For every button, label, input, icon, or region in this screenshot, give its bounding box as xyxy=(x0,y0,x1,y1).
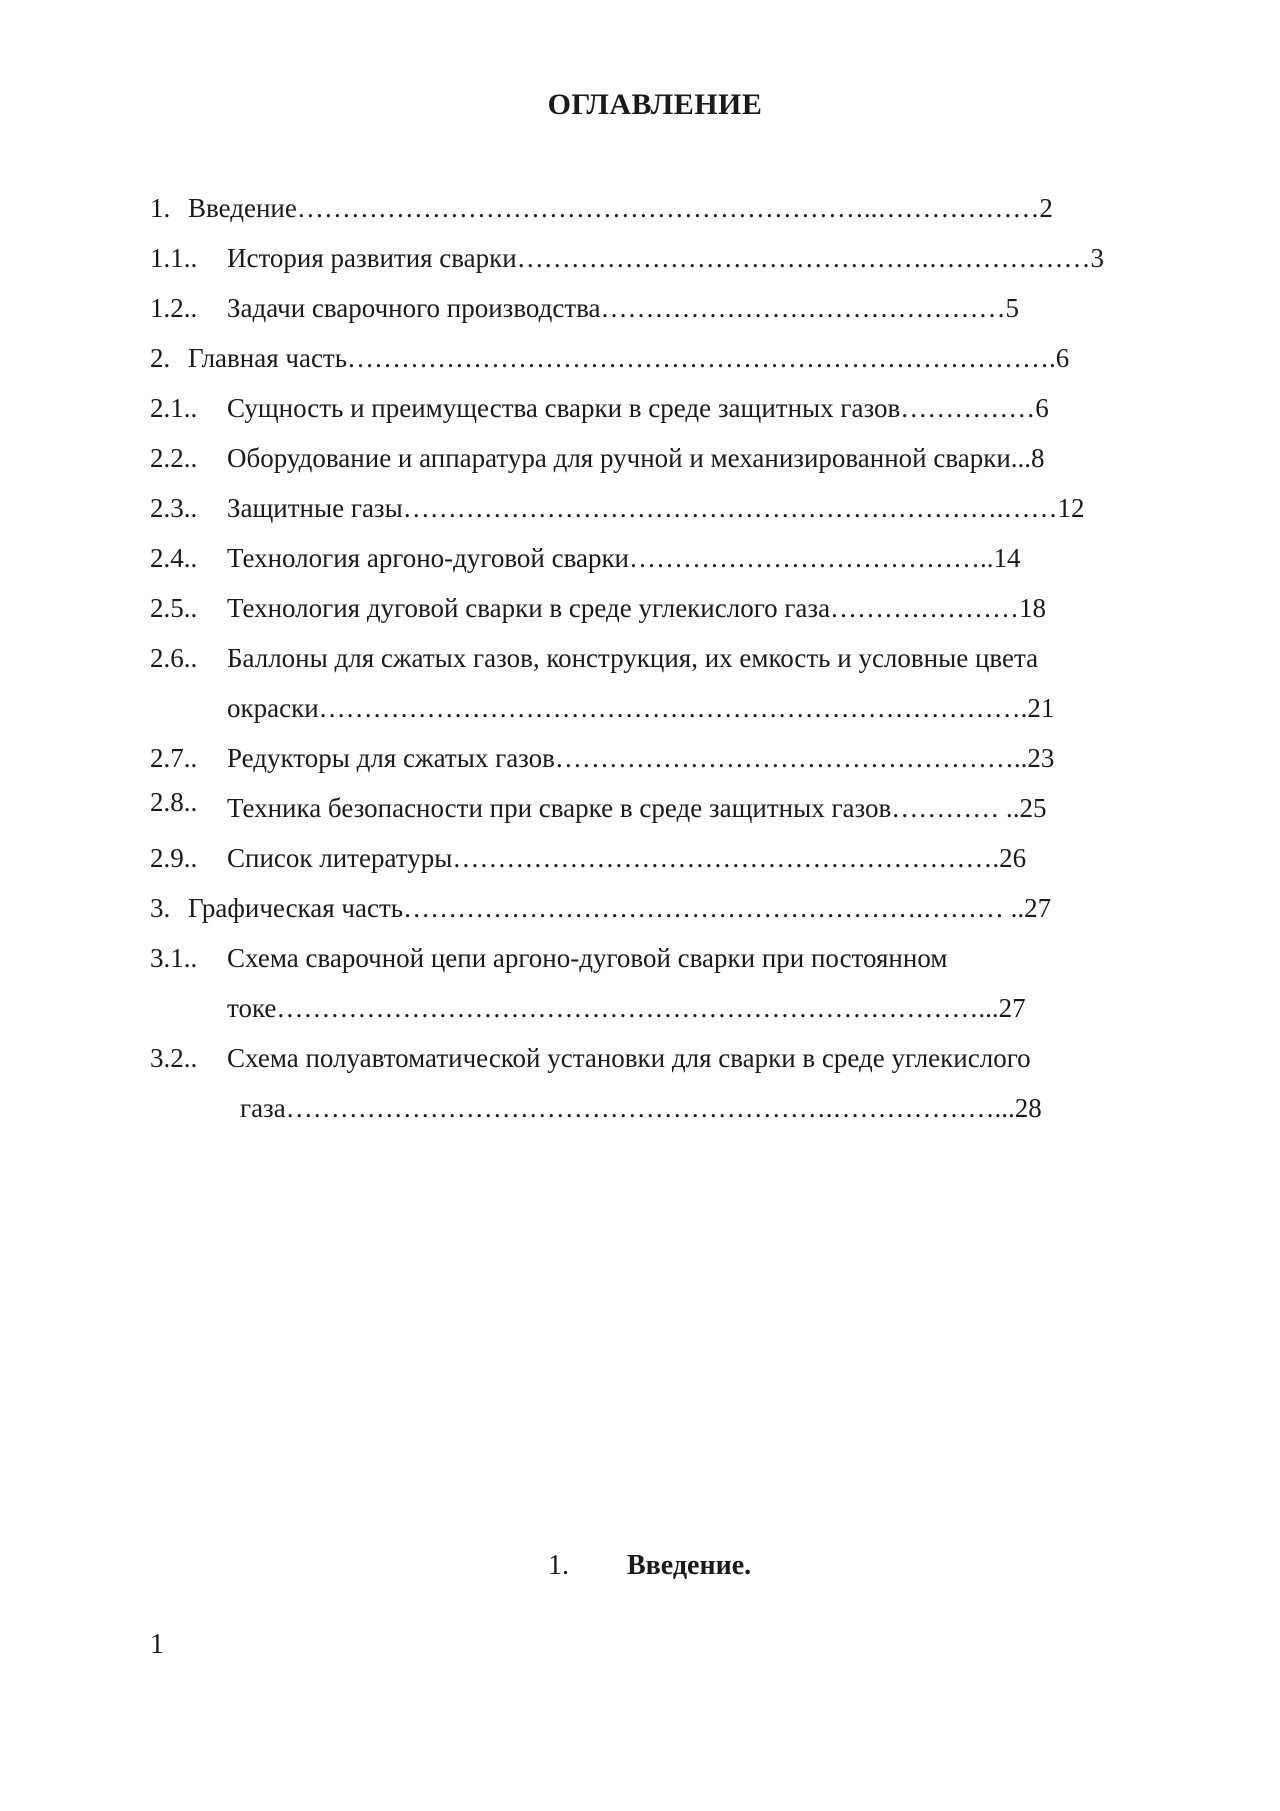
toc-entry-number: 2.4.. xyxy=(150,543,198,573)
toc-title: ОГЛАВЛЕНИЕ xyxy=(547,88,763,121)
toc-entry-number: 1.1.. xyxy=(150,243,198,273)
toc-entry-number: 3.1.. xyxy=(150,943,198,973)
toc-entry-number: 2. xyxy=(150,343,171,373)
toc-entry-text: Защитные газы………………………………………………………….……12 xyxy=(227,493,1085,523)
toc-entry-text: Схема сварочной цепи аргоно-дуговой сварки при постоянном xyxy=(227,943,948,973)
toc-entry-number: 1. xyxy=(150,193,171,223)
toc-entry-number: 2.7.. xyxy=(150,743,198,773)
toc-entry-text: Главная часть…………………………………………………………………….6 xyxy=(188,343,1070,373)
toc-entry-text: Баллоны для сжатых газов, конструкция, их емкость и условные цвета xyxy=(227,643,1039,673)
toc-entry-text: Оборудование и аппаратура для ручной и механизированной сварки...8 xyxy=(227,443,1045,473)
toc-entry-number: 2.8.. xyxy=(150,787,198,817)
toc-entry-continuation[interactable]: газа…………………………………………………….………………...28 xyxy=(240,1093,1042,1123)
toc-entry-text: Сущность и преимущества сварки в среде защитных газов……………6 xyxy=(227,393,1049,423)
toc-entry-continuation[interactable]: окраски…………………………………………………………………….21 xyxy=(227,693,1055,723)
toc-entry-text: Техника безопасности при сварке в среде защитных газов………… ..25 xyxy=(227,793,1047,823)
toc-entry-number: 2.2.. xyxy=(150,443,198,473)
toc-entry-text: Технология дуговой сварки в среде углекислого газа…………………18 xyxy=(227,593,1047,623)
toc-entry-number: 3.2.. xyxy=(150,1043,198,1073)
toc-entry-number: 2.3.. xyxy=(150,493,198,523)
toc-entry-number: 3. xyxy=(150,893,171,923)
toc-entry-number: 2.1.. xyxy=(150,393,198,423)
section-heading-title: Введение. xyxy=(627,1550,752,1581)
toc-entry-number: 2.5.. xyxy=(150,593,198,623)
toc-entry-text: Редукторы для сжатых газов……………………………………………..23 xyxy=(227,743,1055,773)
toc-entry-text: Список литературы…………………………………………………….26 xyxy=(227,843,1027,873)
toc-entry-text: Введение………………………………………………………..………………2 xyxy=(188,193,1053,223)
toc-entry-number: 1.2.. xyxy=(150,293,198,323)
toc-entry-text: Графическая часть………………………………………………….……… ..27 xyxy=(188,893,1052,923)
toc-entry-text: История развития сварки……………………………………….………………3 xyxy=(227,243,1104,273)
toc-entry-continuation[interactable]: токе……………………………………………………………………...27 xyxy=(227,993,1026,1023)
toc-entry-text: Технология аргоно-дуговой сварки…………………………………..14 xyxy=(227,543,1021,573)
toc-entry-number: 2.9.. xyxy=(150,843,198,873)
toc-entry-number: 2.6.. xyxy=(150,643,198,673)
toc-entry-text: Задачи сварочного производства………………………………………5 xyxy=(227,293,1020,323)
toc-entry-text: Схема полуавтоматической установки для сварки в среде углекислого xyxy=(227,1043,1031,1073)
section-heading-number: 1. xyxy=(548,1550,569,1581)
page-number: 1 xyxy=(150,1629,164,1660)
